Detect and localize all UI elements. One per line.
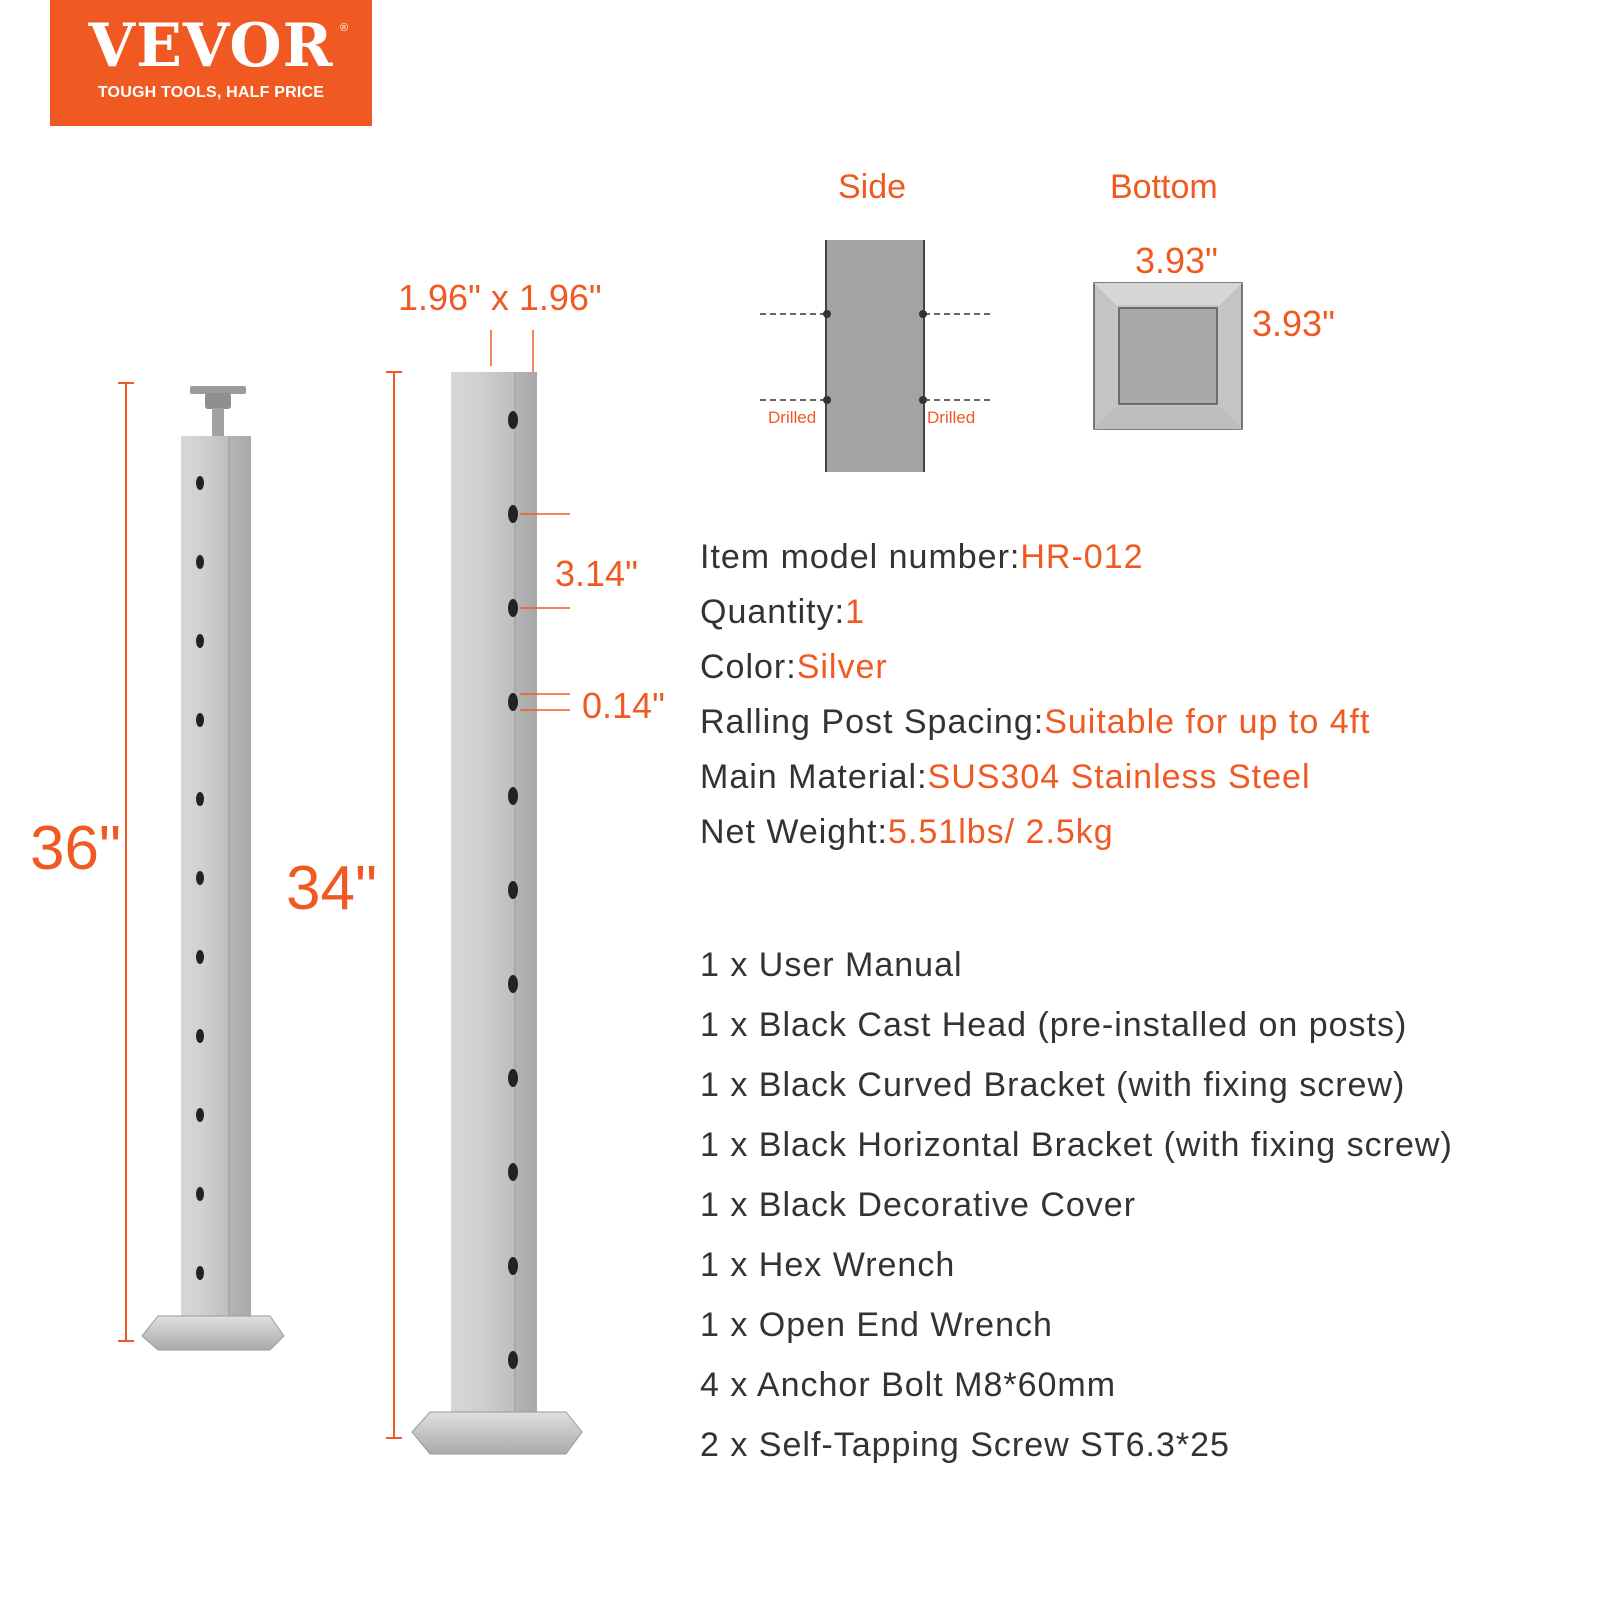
- brand-tagline: TOUGH TOOLS, HALF PRICE: [97, 84, 325, 101]
- list-item: 1 x User Manual: [700, 946, 963, 984]
- spec-row: [700, 760, 1311, 794]
- hole-spacing-dimension: 3.14": [555, 553, 638, 594]
- brand-name: VEVOR: [88, 11, 334, 81]
- spec-label: Main Material:: [700, 758, 928, 796]
- list-item: 1 x Black Decorative Cover: [700, 1186, 1137, 1224]
- bottom-view-diagram: [1094, 283, 1242, 429]
- drilled-label-left: Drilled: [768, 408, 817, 427]
- spec-value: SUS304 Stainless Steel: [927, 758, 1311, 796]
- list-item: 1 x Hex Wrench: [700, 1246, 956, 1284]
- spec-row: [700, 650, 888, 684]
- drilled-label-right: Drilled: [927, 408, 976, 427]
- post-section-dimension: 1.96" x 1.96": [398, 277, 602, 318]
- list-item: 1 x Black Cast Head (pre-installed on posts): [700, 1006, 1408, 1044]
- hole-diameter-dimension: 0.14": [582, 685, 665, 726]
- spec-row: [700, 595, 865, 629]
- post-34: [412, 372, 582, 1454]
- spec-label: Net Weight:: [700, 813, 889, 851]
- spec-label: Color:: [700, 648, 797, 686]
- spec-row: [700, 815, 1114, 849]
- spec-value: HR-012: [1020, 538, 1144, 576]
- spec-row: [700, 705, 1371, 739]
- post-36-with-head: [142, 386, 284, 1350]
- dimension-line-34: [386, 372, 402, 1438]
- base-depth-dimension: 3.93": [1252, 303, 1335, 344]
- spec-label: Item model number:: [700, 538, 1021, 576]
- spec-row: [700, 540, 1144, 574]
- side-view-title: Side: [838, 168, 907, 206]
- list-item: 1 x Black Curved Bracket (with fixing screw): [700, 1066, 1406, 1104]
- spec-value: Silver: [796, 648, 888, 686]
- list-item: 2 x Self-Tapping Screw ST6.3*25: [700, 1426, 1230, 1464]
- spec-label: Ralling Post Spacing:: [700, 703, 1045, 741]
- registered-mark: ®: [340, 22, 349, 34]
- short-post-height: 34": [286, 854, 377, 923]
- spec-label: Quantity:: [700, 593, 846, 631]
- bottom-view-title: Bottom: [1110, 168, 1218, 206]
- tall-post-height: 36": [30, 814, 121, 883]
- list-item: 1 x Open End Wrench: [700, 1306, 1053, 1344]
- list-item: 1 x Black Horizontal Bracket (with fixing screw): [700, 1126, 1453, 1164]
- base-width-dimension: 3.93": [1135, 240, 1218, 281]
- spec-value: Suitable for up to 4ft: [1044, 703, 1371, 741]
- spec-value: 5.51lbs/ 2.5kg: [888, 813, 1114, 851]
- section-dimension-ticks: [491, 330, 533, 378]
- side-view-diagram: [760, 240, 990, 472]
- spec-value: 1: [845, 593, 865, 631]
- list-item: 4 x Anchor Bolt M8*60mm: [700, 1366, 1117, 1404]
